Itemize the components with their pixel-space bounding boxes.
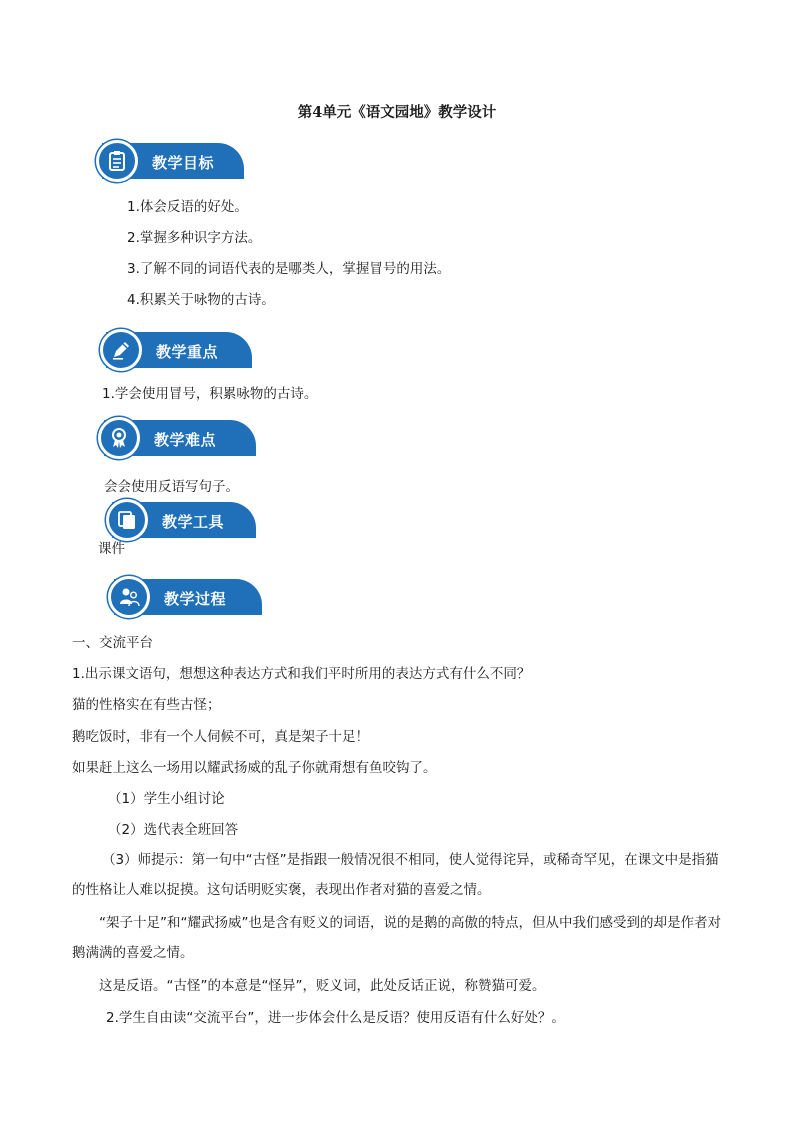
process-question-2: 2.学生自由读“交流平台”，进一步体会什么是反语？使用反语有什么好处？。 [106,1010,565,1026]
pencil-icon [100,329,142,371]
explanation-line: 这是反语。“古怪”的本意是“怪异”，贬义词，此处反话正说，称赞猫可爱。 [99,978,546,994]
process-heading: 一、交流平台 [72,635,153,651]
difficulty-text: 会会使用反语写句子。 [104,479,239,495]
process-step: （1）学生小组讨论 [108,791,225,807]
section-label-objectives: 教学目标 [152,154,215,172]
section-label-tools: 教学工具 [162,513,225,531]
objective-item: 2.掌握多种识字方法。 [127,230,262,246]
section-tag-process [108,576,262,618]
award-icon [98,417,140,459]
section-tag-tools [106,499,256,541]
section-tag-objectives [96,140,244,182]
section-tag-keypoints [100,329,252,371]
clipboard-icon [96,140,138,182]
explanation-paragraph: “架子十足”和“耀武扬威”也是含有贬义的词语，说的是鹅的高傲的特点，但从中我们感受到的却是作者对鹅满满的喜爱之情。 [72,915,721,961]
section-label-keypoints: 教学重点 [156,343,219,361]
example-sentence: 猫的性格实在有些古怪； [72,697,221,713]
section-label-process: 教学过程 [164,590,227,608]
section-label-difficulty: 教学难点 [154,431,217,449]
tools-text: 课件 [98,541,125,557]
objective-item: 4.积累关于咏物的古诗。 [127,292,275,308]
example-sentence: 鹅吃饭时，非有一个人伺候不可，真是架子十足！ [72,729,369,745]
documents-icon [106,499,148,541]
teacher-hint-paragraph: （3）师提示：第一句中“古怪”是指跟一般情况很不相同，使人觉得诧异，或稀奇罕见，在课文中是指猫的性格让人难以捉摸。这句话明贬实褒，表现出作者对猫的喜爱之情。 [72,852,719,898]
process-step: （2）选代表全班回答 [108,822,239,838]
objective-item: 3.了解不同的词语代表的是哪类人，掌握冒号的用法。 [127,261,451,277]
example-sentence: 如果赶上这么一场用以耀武扬威的乱子你就甭想有鱼咬钩了。 [72,760,437,776]
keypoint-text: 1.学会使用冒号，积累咏物的古诗。 [102,386,318,402]
process-question-1: 1.出示课文语句，想想这种表达方式和我们平时所用的表达方式有什么不同？ [72,666,531,682]
section-tag-difficulty [98,417,256,459]
document-title: 第4单元《语文园地》教学设计 [297,104,497,121]
objective-item: 1.体会反语的好处。 [127,199,248,215]
people-icon [108,576,150,618]
